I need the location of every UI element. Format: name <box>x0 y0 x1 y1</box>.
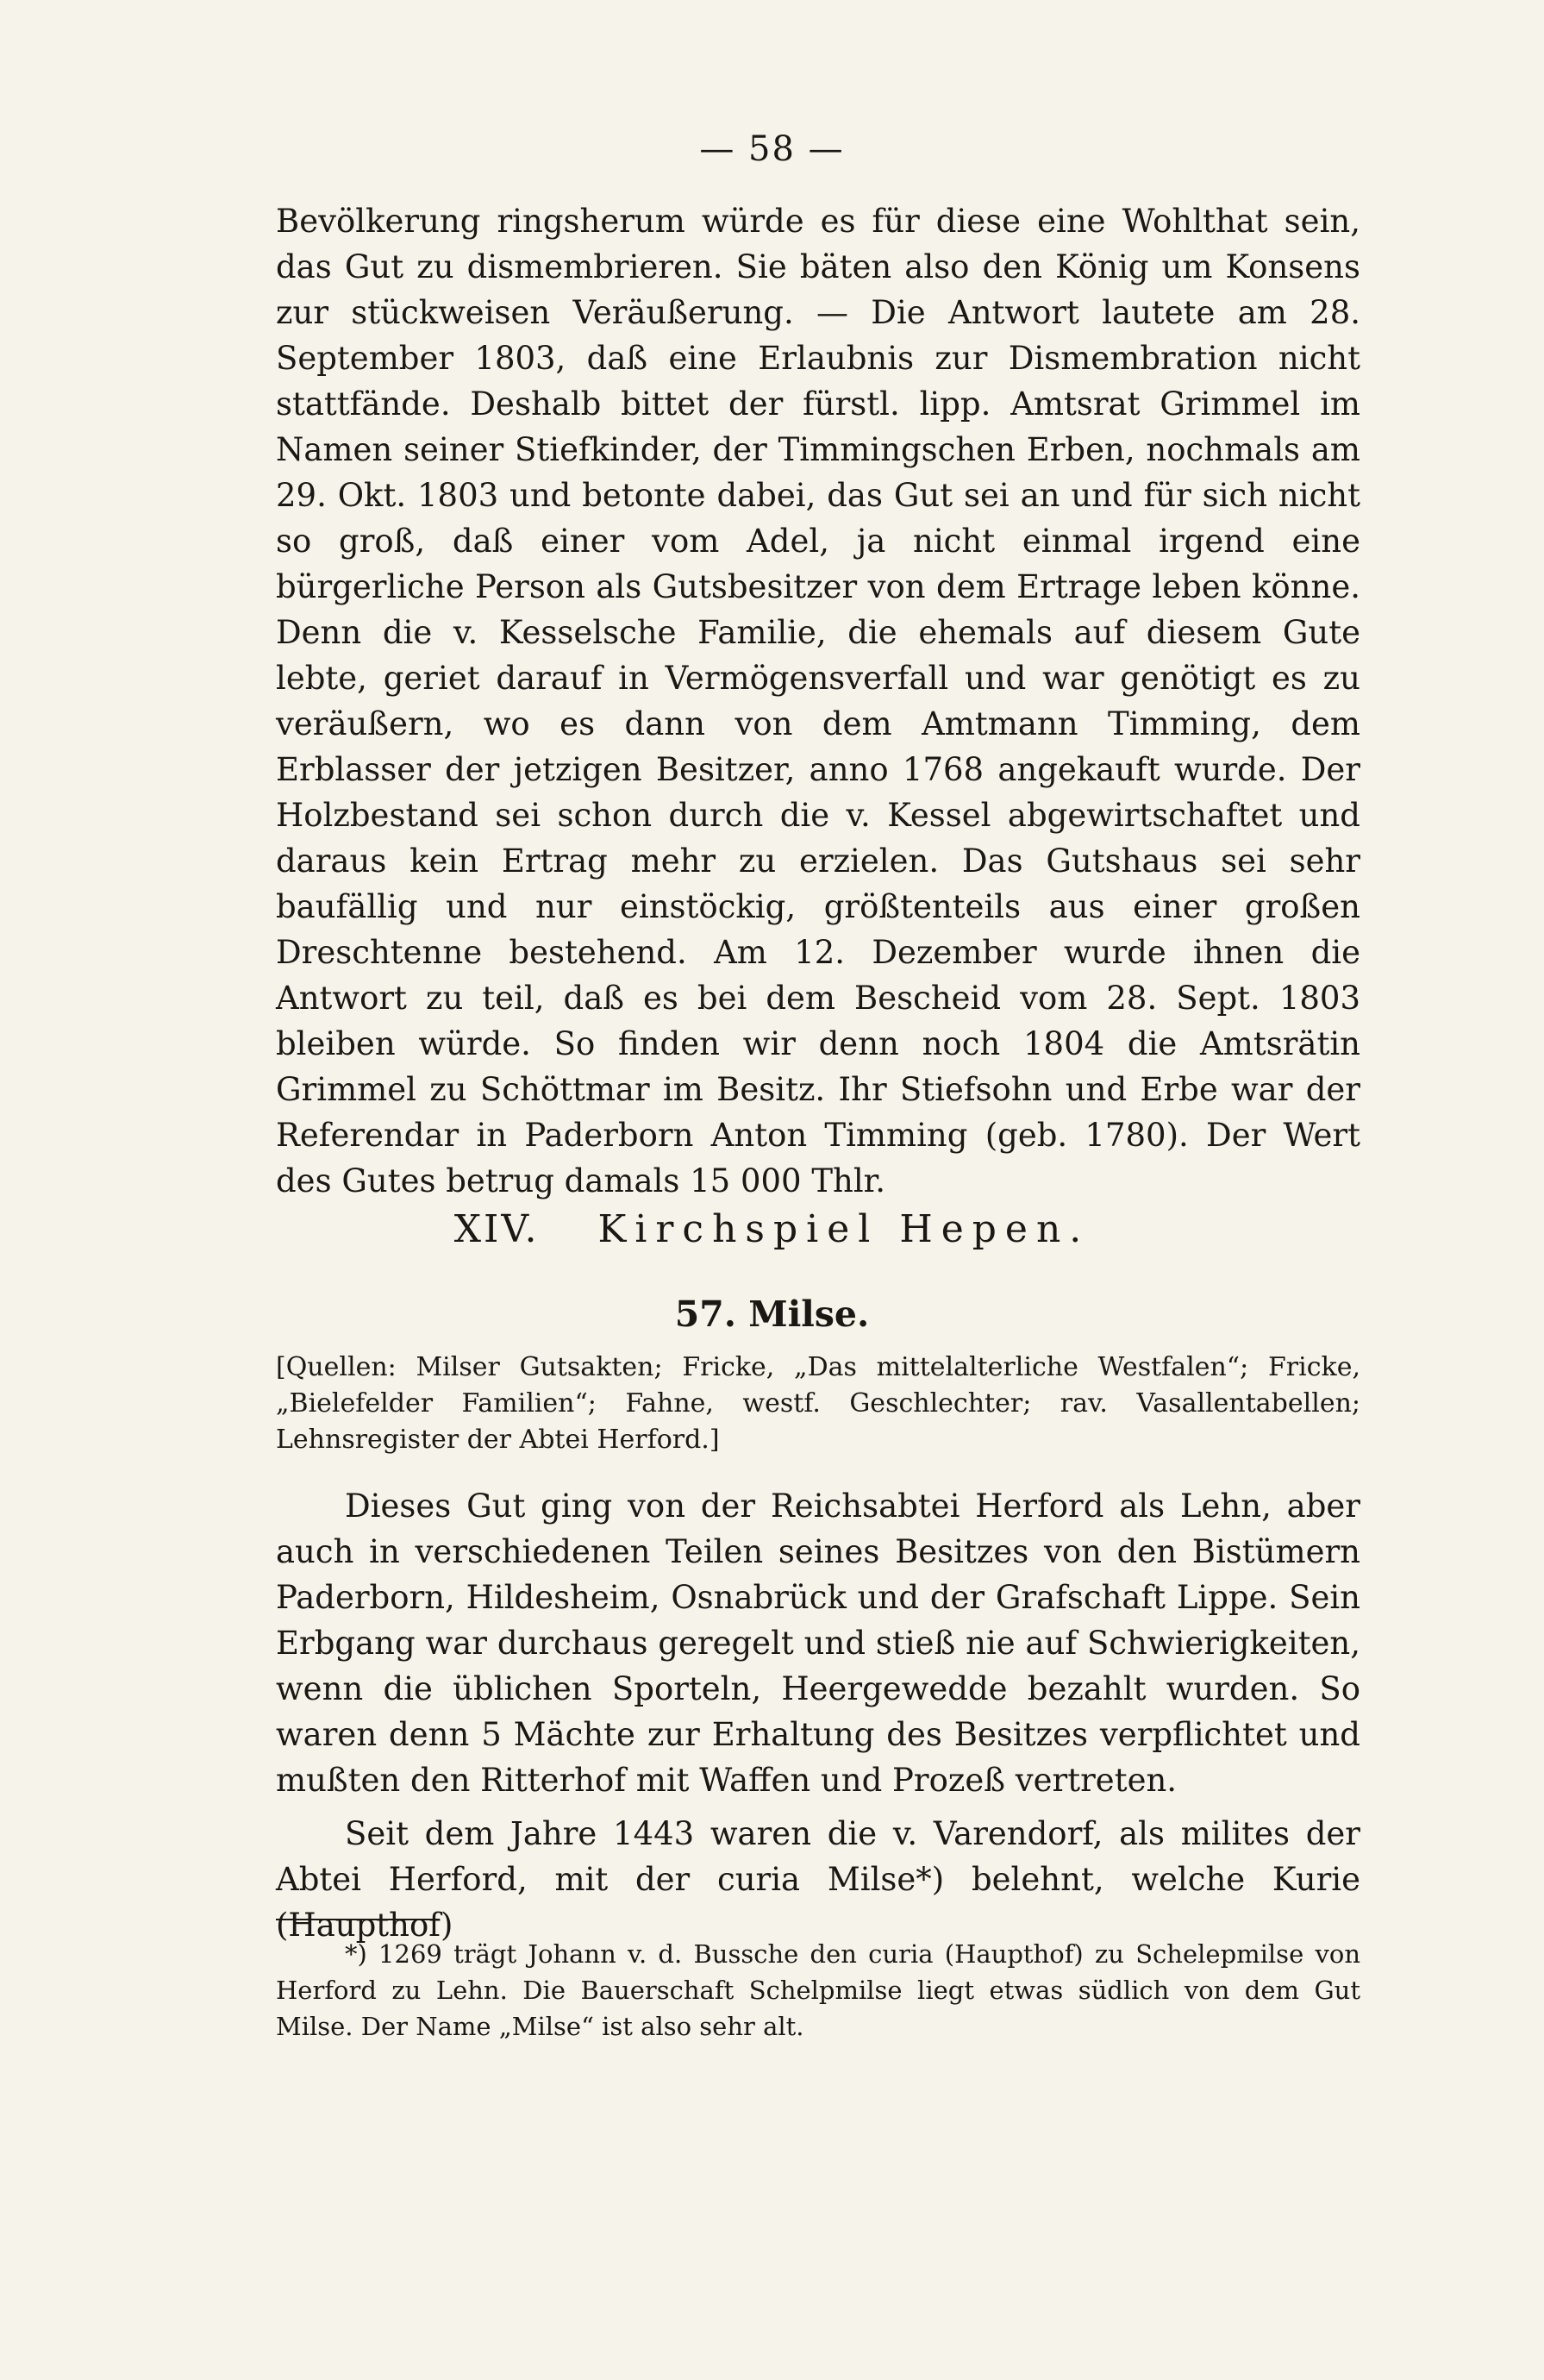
page-number: — 58 — <box>699 129 845 169</box>
section-heading <box>0 1207 1544 1251</box>
paragraph: Seit dem Jahre 1443 waren die v. Varendorf, als milites der Abtei Herford, mit der curia Milse*) belehnt, welche Kurie (Haupthof) <box>276 1815 1360 1944</box>
section-numeral: XIV. <box>453 1207 540 1251</box>
subsection-heading: 57. Milse. <box>674 1293 870 1335</box>
paragraph: Dieses Gut ging von der Reichsabtei Herford als Lehn, aber auch in verschiedenen Teilen seines Besitzes von den Bistümern Paderborn, Hildesheim, Osnabrück und der Grafschaft Lippe. Sein Erbgang war durchaus geregelt und stieß nie auf Schwierigkeiten, wenn die üblichen Sporteln, Heergewedde bezahlt wurden. So waren denn 5 Mächte zur Erhaltung des Besitzes verpflichtet und mußten den Ritterhof mit Waffen und Prozeß vertreten. <box>276 1488 1360 1799</box>
footnote-divider <box>276 1919 440 1920</box>
footnote: *) 1269 trägt Johann v. d. Bussche den curia (Haupthof) zu Schelepmilse von Herford zu Lehn. Die Bauerschaft Schelpmilse liegt etwas südlich von dem Gut Milse. Der Name „Milse“ ist also sehr alt. <box>276 1939 1360 2041</box>
paragraph-continuation: Bevölkerung ringsherum würde es für diese eine Wohlthat sein, das Gut zu dismembrieren. Sie bäten also den König um Konsens zur stückweisen Veräußerung. — Die Antwort lautete am 28. September 1803, daß eine Erlaubnis zur Dismembration nicht stattfände. Deshalb bittet der fürstl. lipp. Amtsrat Grimmel im Namen seiner Stiefkinder, der Timmingschen Erben, nochmals am 29. Okt. 1803 und betonte dabei, das Gut sei an und für sich nicht so groß, daß einer vom Adel, ja nicht einmal irgend eine bürgerliche Person als Gutsbesitzer von dem Ertrage leben könne. Denn die v. Kesselsche Familie, die ehemals auf diesem Gute lebte, geriet darauf in Vermögensverfall und war genötigt es zu veräußern, wo es dann von dem Amtmann Timming, dem Erblasser der jetzigen Besitzer, anno 1768 angekauft wurde. Der Holzbestand sei schon durch die v. Kessel abgewirtschaftet und daraus kein Ertrag mehr zu erzielen. Das Gutshaus sei sehr baufällig und nur einstöckig, größtenteils aus einer großen Dreschtenne bestehend. Am 12. Dezember wurde ihnen die Antwort zu teil, daß es bei dem Bescheid vom 28. Sept. 1803 bleiben würde. So finden wir denn noch 1804 die Amtsrätin Grimmel zu Schöttmar im Besitz. Ihr Stiefsohn und Erbe war der Referendar in Paderborn Anton Timming (geb. 1780). Der Wert des Gutes betrug damals 15 000 Thlr. <box>276 203 1360 1199</box>
section-title: Kirchspiel Hepen. <box>597 1207 1091 1251</box>
sources-note: [Quellen: Milser Gutsakten; Fricke, „Das mittelalterliche Westfalen“; Fricke, „Bielefelder Familien“; Fahne, westf. Geschlechter; rav. Vasallentabellen; Lehnsregister der Abtei Herford.] <box>276 1352 1360 1455</box>
